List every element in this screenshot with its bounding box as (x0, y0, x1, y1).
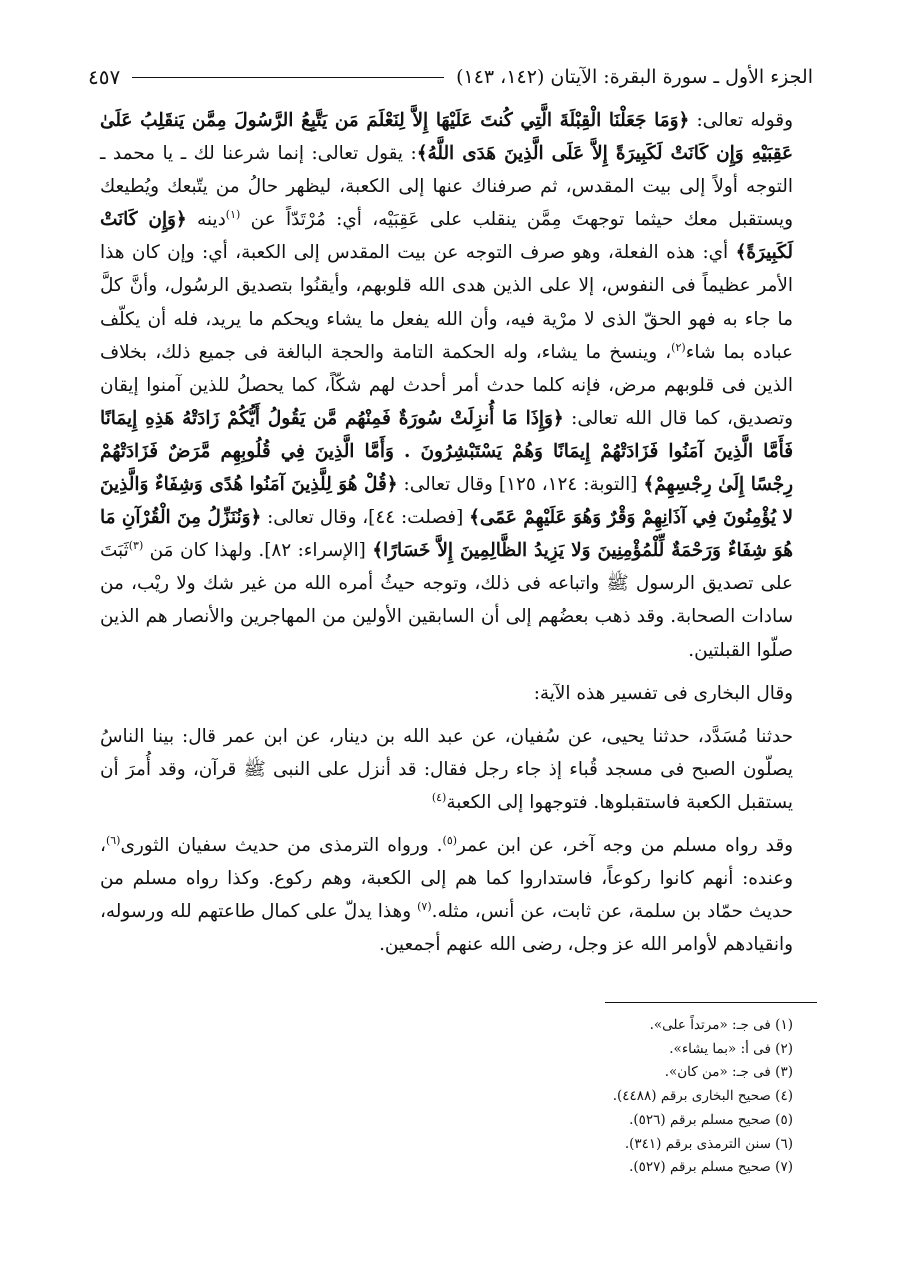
text-span: ، وعنده: أنهم كانوا ركوعاً، فاستداروا كما هم إلى الكعبة، وهم ركوع. وكذا رواه مسلم من حديث حمّاد بن سلمة، عن ثابت، عن أنس، مثله. (100, 834, 793, 923)
text-span: : يقول تعالى: إنما شرعنا لك ـ يا محمد ـ التوجه أولاً إلى بيت المقدس، ثم صرفناك عنها إلى الكعبة، ليظهر حالُ من يتّبعك ويُطيعك ويستقبل معك حيثما توجهتَ مِمَّن ينقلب على عَقِبَيْه، أي: مُرْتَدّاً عن (100, 143, 793, 231)
footnote-ref-2[interactable]: (٢) (671, 340, 686, 354)
paragraph-4 (100, 829, 793, 961)
quran-verse: ﴿وَإِن كَانَتْ لَكَبِيرَةً﴾ (100, 209, 793, 264)
page-header (88, 62, 813, 92)
quran-verse: ﴿وَنُنَزِّلُ مِنَ الْقُرْآنِ مَا هُوَ شِفَاءٌ وَرَحْمَةٌ لِّلْمُؤْمِنِينَ وَلا يَزِيدُ الظَّالِمِينَ إِلاَّ خَسَارًا﴾ (100, 507, 793, 562)
footnote-1: (١) فى جـ: «مرتداً على». (649, 1017, 793, 1033)
text-span: ثَبَتَ على تصديق الرسول ﷺ واتباعه فى ذلك، وتوجه حيثُ أمره الله من غير شك ولا ريْب، من سادات الصحابة. وقد ذهب بعضُهم إلى أن السابقين الأولين من المهاجرين والأنصار هم الذين صلّوا القبلتين. (100, 540, 793, 661)
text-span: ، وينسخ ما يشاء، وله الحكمة التامة والحجة البالغة فى جميع ذلك، بخلاف الذين فى قلوبهم مرض، فإنه كلما حدث أمر أحدث لهم شكّاً، كما يحصلُ للذين آمنوا إيقان وتصديق، كما قال الله تعالى: (100, 341, 793, 429)
text-span: . ورواه الترمذى من حديث سفيان الثورى (120, 834, 443, 856)
footnote-2: (٢) فى أ: «بما يشاء». (669, 1040, 793, 1057)
text-span: وهذا يدلّ على كمال طاعتهم لله ورسوله، وانقيادهم لأوامر الله عز وجل، رضى الله عنهم أجمعين. (100, 901, 793, 956)
footnote-4: (٤) صحيح البخارى برقم (٤٤٨٨). (612, 1088, 793, 1105)
footnote-7: (٧) صحيح مسلم برقم (٥٢٧). (629, 1159, 793, 1176)
footnote-6: (٦) سنن الترمذى برقم (٣٤١). (624, 1135, 793, 1152)
footnote-ref-1[interactable]: (١) (225, 208, 241, 222)
footnote-ref-6[interactable]: (٦) (105, 833, 121, 847)
text-span: وقوله تعالى: (689, 110, 793, 131)
running-head: الجزء الأول ـ سورة البقرة: الآيتان (١٤٢، ١٤٣) (456, 66, 813, 88)
text-span: [الإسراء: ٨٢]. ولهذا كان مَن (149, 540, 373, 562)
paragraph-3 (100, 720, 793, 819)
footnotes (393, 1014, 793, 1180)
text-span: [فصلت: ٤٤]، وقال تعالى: (261, 507, 470, 529)
page-number: ٤٥٧ (88, 65, 121, 89)
text-span: وقد رواه مسلم من وجه آخر، عن ابن عمر (457, 834, 793, 856)
footnote-3: (٣) فى جـ: «من كان». (664, 1064, 793, 1081)
header-rule (132, 77, 444, 78)
quran-verse: ﴿وَإِذَا مَا أُنزِلَتْ سُورَةٌ فَمِنْهُم مَّن يَقُولُ أَيُّكُمْ زَادَتْهُ هَذِهِ إِيمَانًا فَأَمَّا الَّذِينَ آمَنُوا فَزَادَتْهُمْ إِيمَانًا وَهُمْ يَسْتَبْشِرُونَ . وَأَمَّا الَّذِينَ فِي قُلُوبِهِم مَّرَضٌ فَزَادَتْهُمْ رِجْسًا إِلَىٰ رِجْسِهِمْ﴾ (100, 407, 793, 496)
paragraph-1 (100, 104, 793, 667)
quran-verse: ﴿وَمَا جَعَلْنَا الْقِبْلَةَ الَّتِي كُنتَ عَلَيْهَا إِلاَّ لِنَعْلَمَ مَن يَتَّبِعُ الرَّسُولَ مِمَّن يَنقَلِبُ عَلَىٰ عَقِبَيْهِ وَإِن كَانَتْ لَكَبِيرَةً إِلاَّ عَلَى الَّذِينَ هَدَى اللَّهُ﴾ (100, 110, 793, 165)
text-span: أي: هذه الفعلة، وهو صرف التوجه عن بيت المقدس إلى الكعبة، أي: وإن كان هذا الأمر عظيماً فى النفوس، إلا على الذين هدى الله قلوبهم، وأيقنُوا بتصديق الرسُول، وأنَّ كلَّ ما جاء به فهو الحقّ الذى لا مرْية فيه، وأن الله يفعل ما يشاء ويحكم ما يريد، فله أن يكلّف عباده بما شاء (100, 242, 793, 363)
footnote-ref-5[interactable]: (٥) (442, 833, 458, 847)
paragraph-2: وقال البخارى فى تفسير هذه الآية: (533, 682, 793, 704)
quran-verse: ﴿قُلْ هُوَ لِلَّذِينَ آمَنُوا هُدًى وَشِفَاءٌ وَالَّذِينَ لا يُؤْمِنُونَ فِي آذَانِهِمْ وَقْرٌ وَهُوَ عَلَيْهِمْ عَمًى﴾ (100, 474, 793, 529)
footnote-5: (٥) صحيح مسلم برقم (٥٢٦). (629, 1111, 793, 1128)
footnote-ref-4[interactable]: (٤) (431, 790, 447, 804)
footnote-ref-7[interactable]: (٧) (417, 900, 432, 914)
footnote-ref-3[interactable]: (٣) (128, 539, 144, 553)
footnote-separator (605, 1002, 817, 1003)
main-text (100, 104, 793, 961)
text-span: حدثنا مُسَدَّد، حدثنا يحيى، عن سُفيان، عن عبد الله بن دينار، عن ابن عمر قال: بينا الناسُ يصلّون الصبح فى مسجد قُباء إذ جاء رجل فقال: قد أنزل على النبى ﷺ قرآن، وقد أُمرَ أن يستقبل الكعبة فاستقبلوها. فتوجهوا إلى الكعبة (100, 725, 793, 813)
text-span: دينه (186, 209, 226, 231)
text-span: [التوبة: ١٢٤، ١٢٥] وقال تعالى: (397, 474, 644, 496)
